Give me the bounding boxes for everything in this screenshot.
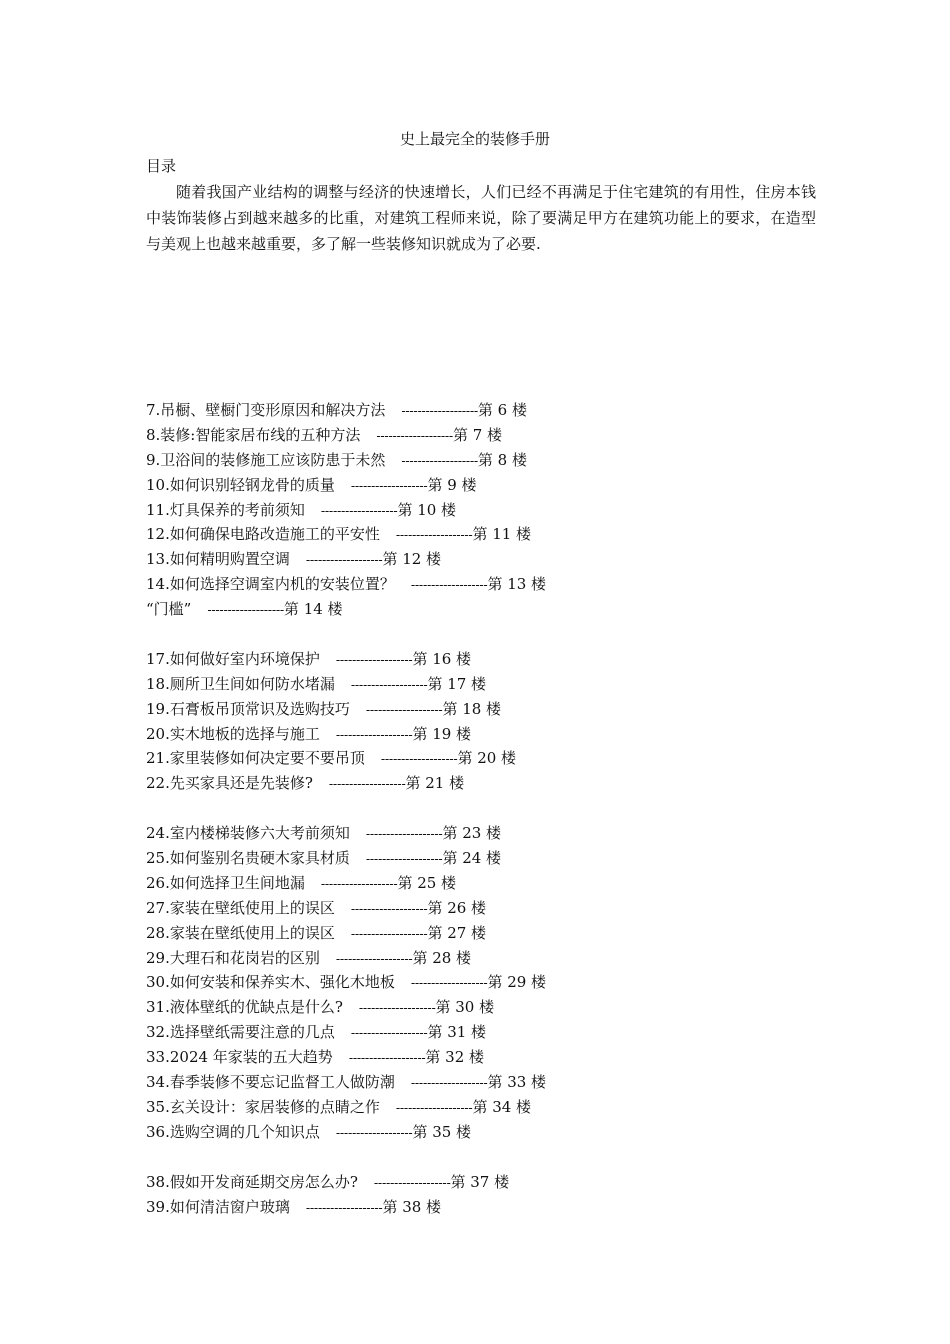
toc-leader-dashes: -------------------	[350, 677, 428, 692]
toc-entry	[146, 921, 546, 946]
toc-leader-dashes: -------------------	[348, 1051, 426, 1066]
toc-entry-title: 24.室内楼梯装修六大考前须知	[146, 824, 350, 843]
toc-floor-ref: 第 16 楼	[412, 649, 472, 668]
toc-entry	[146, 1045, 546, 1070]
toc-entry-title: 32.选择壁纸需要注意的几点	[146, 1023, 335, 1042]
toc-floor-ref: 第 7 楼	[452, 425, 503, 444]
toc-leader-dashes: -------------------	[320, 876, 398, 891]
toc-entry-title: 10.如何识别轻钢龙骨的质量	[146, 475, 335, 494]
toc-entry-title: 9.卫浴间的装修施工应该防患于未然	[146, 450, 386, 469]
toc-entry-title: “门槛”	[146, 600, 192, 619]
toc-leader-dashes: -------------------	[365, 827, 443, 842]
toc-entry-title: 18.厕所卫生间如何防水堵漏	[146, 674, 335, 693]
toc-floor-ref: 第 37 楼	[450, 1172, 510, 1191]
toc-leader-dashes: -------------------	[401, 453, 478, 468]
toc-entry	[146, 398, 546, 423]
toc-leader-dashes: -------------------	[410, 1076, 488, 1091]
toc-leader-dashes: -------------------	[305, 553, 383, 568]
toc-floor-ref: 第 23 楼	[442, 824, 502, 843]
toc-floor-ref: 第 29 楼	[487, 973, 547, 992]
toc-entry	[146, 995, 546, 1020]
toc-entry	[146, 473, 546, 498]
toc-entry	[146, 846, 546, 871]
toc-floor-ref: 第 24 楼	[442, 849, 502, 868]
toc-floor-ref: 第 38 楼	[382, 1197, 442, 1216]
toc-entry	[146, 1195, 546, 1220]
toc-entry	[146, 970, 546, 995]
toc-entry-title: 34.春季装修不要忘记监督工人做防潮	[146, 1073, 395, 1092]
toc-leader-dashes: -------------------	[328, 777, 406, 792]
toc-entry-title: 25.如何鉴别名贵硬木家具材质	[146, 849, 350, 868]
toc-leader-dashes: -------------------	[350, 478, 428, 493]
toc-entry	[146, 572, 546, 597]
toc-entry-title: 22.先买家具还是先装修?	[146, 774, 313, 793]
toc-leader-dashes: -------------------	[350, 926, 428, 941]
toc-entry	[146, 821, 546, 846]
toc-entry	[146, 771, 546, 796]
toc-entry	[146, 946, 546, 971]
toc-entry	[146, 896, 546, 921]
toc-entry-title: 17.如何做好室内环境保护	[146, 649, 320, 668]
toc-leader-dashes: -------------------	[207, 603, 284, 618]
toc-leader-dashes: -------------------	[401, 404, 478, 418]
toc-floor-ref: 第 6 楼	[477, 401, 527, 419]
toc-floor-ref: 第 17 楼	[427, 674, 487, 693]
toc-entry-title: 11.灯具保养的考前须知	[146, 500, 305, 519]
toc-blank-line	[146, 796, 546, 821]
toc-floor-ref: 第 8 楼	[477, 450, 527, 469]
toc-leader-dashes: -------------------	[350, 1026, 428, 1041]
toc-entry	[146, 498, 546, 523]
toc-entry-title: 31.液体壁纸的优缺点是什么?	[146, 998, 343, 1017]
toc-entry	[146, 746, 546, 771]
toc-entry	[146, 672, 546, 697]
toc-floor-ref: 第 10 楼	[397, 500, 457, 519]
toc-leader-dashes: -------------------	[320, 503, 398, 518]
toc-leader-dashes: -------------------	[335, 727, 413, 742]
intro-section	[146, 153, 816, 257]
toc-blank-line	[146, 622, 546, 647]
toc-floor-ref: 第 32 楼	[425, 1048, 485, 1067]
toc-entry-title: 33.2024 年家装的五大趋势	[146, 1048, 333, 1067]
toc-floor-ref: 第 14 楼	[283, 600, 343, 619]
toc-leader-dashes: -------------------	[305, 1200, 383, 1215]
toc-entry-title: 13.如何精明购置空调	[146, 550, 290, 569]
toc-entry-title: 8.装修:智能家居布线的五种方法	[146, 425, 361, 444]
document-title: 史上最完全的装修手册	[399, 130, 550, 148]
toc-entry	[146, 597, 546, 622]
toc-entry	[146, 1020, 546, 1045]
toc-entry	[146, 1170, 546, 1195]
toc-floor-ref: 第 20 楼	[457, 749, 517, 768]
toc-entry-title: 20.实木地板的选择与施工	[146, 724, 320, 743]
toc-entry-title: 35.玄关设计：家居装修的点睛之作	[146, 1097, 380, 1116]
toc-floor-ref: 第 21 楼	[405, 774, 465, 793]
toc-entry-title: 29.大理石和花岗岩的区别	[146, 948, 320, 967]
toc-floor-ref: 第 18 楼	[442, 699, 502, 718]
toc-floor-ref: 第 31 楼	[427, 1023, 487, 1042]
toc-floor-ref: 第 12 楼	[382, 550, 442, 569]
toc-entry-title: 7.吊橱、壁橱门变形原因和解决方法	[146, 401, 386, 419]
toc-leader-dashes: -------------------	[395, 528, 473, 543]
toc-entry	[146, 722, 546, 747]
toc-entry-title: 12.如何确保电路改造施工的平安性	[146, 525, 380, 544]
toc-heading: 目录	[146, 157, 177, 175]
toc-entry-title: 19.石膏板吊顶常识及选购技巧	[146, 699, 350, 718]
toc-floor-ref: 第 11 楼	[472, 525, 532, 544]
toc-leader-dashes: -------------------	[350, 901, 428, 916]
toc-floor-ref: 第 33 楼	[487, 1073, 547, 1092]
toc-entry	[146, 871, 546, 896]
toc-floor-ref: 第 13 楼	[487, 575, 547, 594]
toc-entry-title: 39.如何清洁窗户玻璃	[146, 1197, 290, 1216]
toc-entry	[146, 1070, 546, 1095]
toc-blank-line	[146, 1145, 546, 1170]
toc-leader-dashes: -------------------	[395, 1100, 473, 1115]
toc-entry	[146, 1120, 546, 1145]
toc-entry-title: 30.如何安装和保养实木、强化木地板	[146, 973, 395, 992]
toc-entry-title: 14.如何选择空调室内机的安装位置？	[146, 575, 395, 594]
toc-entry-title: 26.如何选择卫生间地漏	[146, 873, 305, 892]
toc-leader-dashes: -------------------	[335, 652, 413, 667]
toc-entry	[146, 647, 546, 672]
toc-leader-dashes: -------------------	[376, 428, 453, 443]
toc-leader-dashes: -------------------	[358, 1001, 436, 1016]
toc-leader-dashes: -------------------	[373, 1175, 451, 1190]
toc-leader-dashes: -------------------	[365, 702, 443, 717]
toc-entry	[146, 1095, 546, 1120]
toc-entry	[146, 448, 546, 473]
toc-entry-title: 21.家里装修如何决定要不要吊顶	[146, 749, 365, 768]
toc-floor-ref: 第 9 楼	[427, 475, 477, 494]
toc-leader-dashes: -------------------	[335, 1125, 413, 1140]
toc-floor-ref: 第 19 楼	[412, 724, 472, 743]
intro-paragraph: 随着我国产业结构的调整与经济的快速增长，人们已经不再满足于住宅建筑的有用性，住房本钱中装饰装修占到越来越多的比重，对建筑工程师来说，除了要满足甲方在建筑功能上的要求，在造型与美观上也越来越重要，多了解一些装修知识就成为了必要.	[146, 183, 816, 253]
toc-floor-ref: 第 25 楼	[397, 873, 457, 892]
toc-entry	[146, 423, 546, 448]
toc-entry-title: 38.假如开发商延期交房怎么办?	[146, 1172, 358, 1191]
toc-entry-title: 36.选购空调的几个知识点	[146, 1122, 320, 1141]
toc-floor-ref: 第 30 楼	[435, 998, 495, 1017]
toc-leader-dashes: -------------------	[365, 852, 443, 867]
toc-entry-title: 27.家装在壁纸使用上的误区	[146, 898, 335, 917]
toc-floor-ref: 第 27 楼	[427, 923, 487, 942]
toc-floor-ref: 第 28 楼	[412, 948, 472, 967]
toc-leader-dashes: -------------------	[410, 976, 488, 991]
toc-leader-dashes: -------------------	[410, 578, 488, 593]
toc-leader-dashes: -------------------	[335, 951, 413, 966]
toc-floor-ref: 第 35 楼	[412, 1122, 472, 1141]
toc-floor-ref: 第 26 楼	[427, 898, 487, 917]
toc-entry-title: 28.家装在壁纸使用上的误区	[146, 923, 335, 942]
toc-entry	[146, 547, 546, 572]
toc-entry	[146, 522, 546, 547]
table-of-contents	[146, 398, 546, 1219]
toc-entry	[146, 697, 546, 722]
toc-leader-dashes: -------------------	[380, 752, 458, 767]
toc-floor-ref: 第 34 楼	[472, 1097, 532, 1116]
